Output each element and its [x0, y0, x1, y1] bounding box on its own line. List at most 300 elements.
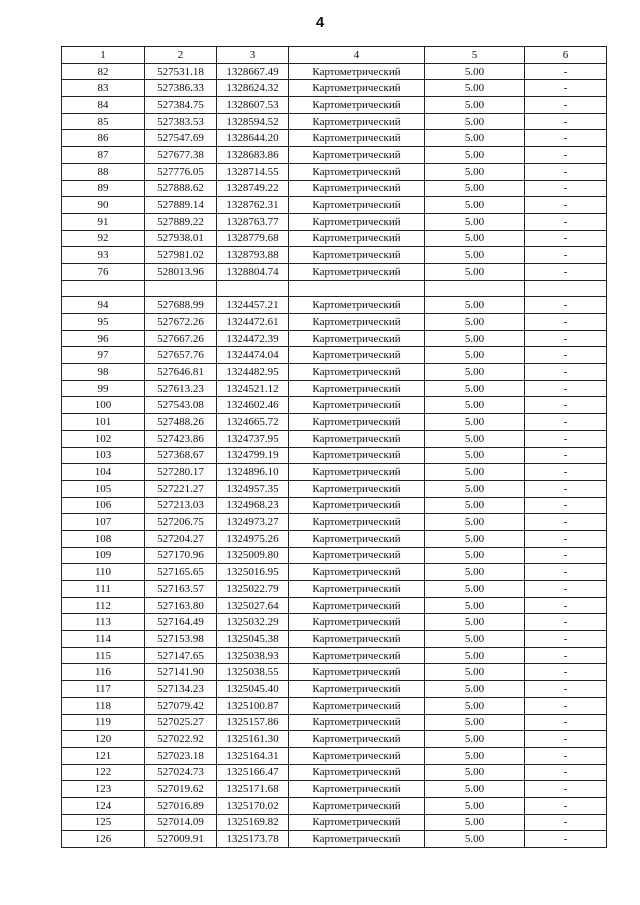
table-header	[62, 47, 607, 64]
table-cell: 1328779.68	[217, 230, 289, 247]
table-cell: -	[525, 731, 607, 748]
table-cell: 527677.38	[145, 147, 217, 164]
table-cell: 1325170.02	[217, 797, 289, 814]
table-row	[62, 530, 607, 547]
table-cell: Картометрический	[289, 147, 425, 164]
column-header: 5	[425, 47, 525, 64]
table-cell: 5.00	[425, 781, 525, 798]
table-cell: 5.00	[425, 497, 525, 514]
table-row	[62, 63, 607, 80]
table-cell: 5.00	[425, 247, 525, 264]
table-cell: -	[525, 130, 607, 147]
table-cell: 95	[62, 314, 145, 331]
table-cell: 5.00	[425, 597, 525, 614]
table-cell: 84	[62, 97, 145, 114]
table-cell: Картометрический	[289, 180, 425, 197]
table-cell: Картометрический	[289, 530, 425, 547]
table-cell: 527889.14	[145, 197, 217, 214]
table-cell: 88	[62, 163, 145, 180]
table-cell: 1328763.77	[217, 213, 289, 230]
table-row	[62, 263, 607, 280]
table-cell: Картометрический	[289, 814, 425, 831]
table-cell: 5.00	[425, 514, 525, 531]
table-cell: 527153.98	[145, 631, 217, 648]
table-cell: 83	[62, 80, 145, 97]
table-cell: 1325038.55	[217, 664, 289, 681]
table-cell: 126	[62, 831, 145, 848]
table-cell: 527386.33	[145, 80, 217, 97]
table-cell: 527141.90	[145, 664, 217, 681]
table-cell: 527280.17	[145, 464, 217, 481]
table-cell: -	[525, 597, 607, 614]
table-cell: -	[525, 781, 607, 798]
table-cell: 87	[62, 147, 145, 164]
table-cell: Картометрический	[289, 347, 425, 364]
table-cell: 5.00	[425, 631, 525, 648]
table-cell: -	[525, 430, 607, 447]
table-cell: 122	[62, 764, 145, 781]
table-cell: Картометрический	[289, 797, 425, 814]
table-cell: Картометрический	[289, 681, 425, 698]
table-cell: 5.00	[425, 464, 525, 481]
table-cell: Картометрический	[289, 547, 425, 564]
table-cell: 5.00	[425, 681, 525, 698]
table-cell: Картометрический	[289, 80, 425, 97]
table-row	[62, 464, 607, 481]
table-cell: 5.00	[425, 297, 525, 314]
table-row	[62, 180, 607, 197]
table-cell: 5.00	[425, 731, 525, 748]
table-cell: Картометрический	[289, 464, 425, 481]
table-row	[62, 631, 607, 648]
table-cell: 112	[62, 597, 145, 614]
table-cell: Картометрический	[289, 230, 425, 247]
table-cell: -	[525, 297, 607, 314]
table-cell: Картометрический	[289, 397, 425, 414]
column-header: 2	[145, 47, 217, 64]
table-cell: 5.00	[425, 130, 525, 147]
column-header: 6	[525, 47, 607, 64]
table-cell: Картометрический	[289, 597, 425, 614]
table-cell: 1325164.31	[217, 747, 289, 764]
table-cell: 91	[62, 213, 145, 230]
table-cell: 527164.49	[145, 614, 217, 631]
table-cell: 527657.76	[145, 347, 217, 364]
table-cell: -	[525, 63, 607, 80]
table-cell: 1325045.38	[217, 631, 289, 648]
table-cell: 5.00	[425, 697, 525, 714]
table-row	[62, 647, 607, 664]
table-row	[62, 430, 607, 447]
table-cell: 527014.09	[145, 814, 217, 831]
table-cell: Картометрический	[289, 197, 425, 214]
table-cell: Картометрический	[289, 63, 425, 80]
table-cell: 1328749.22	[217, 180, 289, 197]
table-cell: Картометрический	[289, 764, 425, 781]
table-cell: Картометрический	[289, 314, 425, 331]
table-cell: 118	[62, 697, 145, 714]
table-cell: 5.00	[425, 714, 525, 731]
table-row	[62, 230, 607, 247]
table-cell: 106	[62, 497, 145, 514]
table-cell: -	[525, 347, 607, 364]
table-cell: -	[525, 364, 607, 381]
table-cell: Картометрический	[289, 263, 425, 280]
table-cell: -	[525, 514, 607, 531]
table-row	[62, 597, 607, 614]
table-cell: 103	[62, 447, 145, 464]
table-cell: 5.00	[425, 530, 525, 547]
table-cell	[525, 280, 607, 297]
table-row	[62, 364, 607, 381]
table-cell: 1328644.20	[217, 130, 289, 147]
table-cell: 527613.23	[145, 380, 217, 397]
table-cell: 5.00	[425, 664, 525, 681]
table-cell: 1324457.21	[217, 297, 289, 314]
table-cell: Картометрический	[289, 731, 425, 748]
table-cell: -	[525, 197, 607, 214]
table-cell: 1324975.26	[217, 530, 289, 547]
table-cell: 1328683.86	[217, 147, 289, 164]
table-cell: 527170.96	[145, 547, 217, 564]
table-cell: Картометрический	[289, 831, 425, 848]
table-cell: 5.00	[425, 480, 525, 497]
table-cell: 527009.91	[145, 831, 217, 848]
table-cell: -	[525, 480, 607, 497]
table-cell: 527423.86	[145, 430, 217, 447]
coordinates-table	[61, 46, 607, 848]
table-cell: 527981.02	[145, 247, 217, 264]
table-cell: -	[525, 831, 607, 848]
table-cell: 82	[62, 63, 145, 80]
table-cell: 5.00	[425, 814, 525, 831]
table-row	[62, 581, 607, 598]
column-header: 1	[62, 47, 145, 64]
table-row	[62, 147, 607, 164]
table-cell: -	[525, 681, 607, 698]
table-cell: 1325032.29	[217, 614, 289, 631]
table-row	[62, 681, 607, 698]
table-cell: -	[525, 814, 607, 831]
table-row	[62, 814, 607, 831]
table-cell: 1325027.64	[217, 597, 289, 614]
table-cell: -	[525, 230, 607, 247]
table-row	[62, 497, 607, 514]
table-cell: 527221.27	[145, 480, 217, 497]
table-row	[62, 747, 607, 764]
table-cell: 5.00	[425, 197, 525, 214]
table-cell: 1324602.46	[217, 397, 289, 414]
table-cell: Картометрический	[289, 447, 425, 464]
table-cell: 1324474.04	[217, 347, 289, 364]
table-row	[62, 664, 607, 681]
table-row	[62, 514, 607, 531]
table-cell: 99	[62, 380, 145, 397]
table-cell: 5.00	[425, 430, 525, 447]
table-cell	[145, 280, 217, 297]
table-cell: Картометрический	[289, 297, 425, 314]
table-cell: -	[525, 564, 607, 581]
table-cell: -	[525, 547, 607, 564]
table-cell: 113	[62, 614, 145, 631]
table-cell: 1324472.39	[217, 330, 289, 347]
table-row	[62, 547, 607, 564]
table-cell: 117	[62, 681, 145, 698]
table-cell: 5.00	[425, 230, 525, 247]
table-cell: 527025.27	[145, 714, 217, 731]
table-row	[62, 297, 607, 314]
table-cell: Картометрический	[289, 564, 425, 581]
table-cell: Картометрический	[289, 364, 425, 381]
header-row	[62, 47, 607, 64]
table-row	[62, 614, 607, 631]
table-cell: 527019.62	[145, 781, 217, 798]
table-cell	[62, 280, 145, 297]
table-cell	[217, 280, 289, 297]
table-cell: 1325016.95	[217, 564, 289, 581]
table-cell: 527531.18	[145, 63, 217, 80]
table-cell: 85	[62, 113, 145, 130]
table-cell: 528013.96	[145, 263, 217, 280]
table-cell: 1328714.55	[217, 163, 289, 180]
table-cell: 527206.75	[145, 514, 217, 531]
table-cell: 527134.23	[145, 681, 217, 698]
table-cell: 5.00	[425, 113, 525, 130]
table-cell: -	[525, 714, 607, 731]
table-cell: -	[525, 581, 607, 598]
table-cell: 5.00	[425, 564, 525, 581]
table-cell: 105	[62, 480, 145, 497]
table-cell: Картометрический	[289, 213, 425, 230]
table-cell: 108	[62, 530, 145, 547]
table-cell: 115	[62, 647, 145, 664]
table-cell: 527147.65	[145, 647, 217, 664]
table-row	[62, 314, 607, 331]
table-cell: 114	[62, 631, 145, 648]
table-cell: 119	[62, 714, 145, 731]
table-cell: 5.00	[425, 330, 525, 347]
table-cell: Картометрический	[289, 664, 425, 681]
table-cell: 5.00	[425, 163, 525, 180]
table-cell: -	[525, 213, 607, 230]
table-cell: -	[525, 397, 607, 414]
table-row	[62, 197, 607, 214]
table-cell: Картометрический	[289, 163, 425, 180]
table-cell: -	[525, 163, 607, 180]
table-cell: Картометрический	[289, 697, 425, 714]
table-cell: 5.00	[425, 547, 525, 564]
table-cell: 1325022.79	[217, 581, 289, 598]
table-cell: Картометрический	[289, 97, 425, 114]
table-cell: Картометрический	[289, 130, 425, 147]
table-cell: 1325009.80	[217, 547, 289, 564]
table-cell: -	[525, 113, 607, 130]
table-cell: Картометрический	[289, 113, 425, 130]
table-cell: 1325100.87	[217, 697, 289, 714]
table-cell: 104	[62, 464, 145, 481]
table-cell: Картометрический	[289, 781, 425, 798]
table-cell: 5.00	[425, 263, 525, 280]
table-cell: 1328804.74	[217, 263, 289, 280]
table-cell: 5.00	[425, 364, 525, 381]
table-cell: -	[525, 647, 607, 664]
table-cell: 527368.67	[145, 447, 217, 464]
table-cell: 527079.42	[145, 697, 217, 714]
table-cell: 90	[62, 197, 145, 214]
table-cell: -	[525, 180, 607, 197]
table-cell: 1328607.53	[217, 97, 289, 114]
table-cell: Картометрический	[289, 247, 425, 264]
table-cell: 5.00	[425, 647, 525, 664]
table-row	[62, 380, 607, 397]
table-cell: 1324521.12	[217, 380, 289, 397]
table-row	[62, 80, 607, 97]
table-cell: 1324973.27	[217, 514, 289, 531]
table-cell: 1324896.10	[217, 464, 289, 481]
table-cell: -	[525, 631, 607, 648]
table-cell: 527163.80	[145, 597, 217, 614]
table-cell: 5.00	[425, 581, 525, 598]
table-row	[62, 564, 607, 581]
table-row	[62, 781, 607, 798]
table-cell: 527672.26	[145, 314, 217, 331]
table-row	[62, 163, 607, 180]
table-row	[62, 213, 607, 230]
table-cell: 107	[62, 514, 145, 531]
table-row	[62, 480, 607, 497]
table-row	[62, 330, 607, 347]
table-cell: 121	[62, 747, 145, 764]
table-cell: 116	[62, 664, 145, 681]
table-cell: 527024.73	[145, 764, 217, 781]
table-cell: 527889.22	[145, 213, 217, 230]
table-cell: 527163.57	[145, 581, 217, 598]
table-cell: 86	[62, 130, 145, 147]
table-cell: 1328793.88	[217, 247, 289, 264]
table-row	[62, 113, 607, 130]
table-cell: 527667.26	[145, 330, 217, 347]
table-cell: 527022.92	[145, 731, 217, 748]
table-cell: Картометрический	[289, 747, 425, 764]
table-cell: 110	[62, 564, 145, 581]
table-row	[62, 347, 607, 364]
table-cell: Картометрический	[289, 430, 425, 447]
table-row	[62, 247, 607, 264]
table-row	[62, 97, 607, 114]
table-cell: 527888.62	[145, 180, 217, 197]
table-cell: 5.00	[425, 797, 525, 814]
table-row	[62, 414, 607, 431]
table-cell	[425, 280, 525, 297]
table-cell: -	[525, 330, 607, 347]
table-cell: Картометрический	[289, 497, 425, 514]
table-cell: 125	[62, 814, 145, 831]
table-cell: -	[525, 747, 607, 764]
table-cell: -	[525, 464, 607, 481]
table-cell: 5.00	[425, 97, 525, 114]
table-cell: 93	[62, 247, 145, 264]
table-cell: 92	[62, 230, 145, 247]
table-cell: 5.00	[425, 414, 525, 431]
table-cell: -	[525, 97, 607, 114]
table-cell: 1325161.30	[217, 731, 289, 748]
table-cell: Картометрический	[289, 414, 425, 431]
table-cell: -	[525, 764, 607, 781]
table-cell: 527688.99	[145, 297, 217, 314]
table-cell: 1325166.47	[217, 764, 289, 781]
table-cell: 527488.26	[145, 414, 217, 431]
table-cell: -	[525, 414, 607, 431]
table-row	[62, 731, 607, 748]
table-cell: -	[525, 797, 607, 814]
table-cell: 5.00	[425, 347, 525, 364]
table-cell: 5.00	[425, 147, 525, 164]
table-cell: 527204.27	[145, 530, 217, 547]
table-cell: -	[525, 497, 607, 514]
table-cell: 1328594.52	[217, 113, 289, 130]
table-cell: 1328762.31	[217, 197, 289, 214]
table-cell: 98	[62, 364, 145, 381]
table-row	[62, 797, 607, 814]
table-row	[62, 397, 607, 414]
table-cell: 1325169.82	[217, 814, 289, 831]
table-cell: 527776.05	[145, 163, 217, 180]
table-cell: 109	[62, 547, 145, 564]
table-cell: 527938.01	[145, 230, 217, 247]
table-cell: 5.00	[425, 180, 525, 197]
table-cell: -	[525, 380, 607, 397]
table-cell: 1325157.86	[217, 714, 289, 731]
table-cell: 111	[62, 581, 145, 598]
table-row	[62, 714, 607, 731]
table-cell: -	[525, 697, 607, 714]
table-cell: 527543.08	[145, 397, 217, 414]
table-cell: -	[525, 530, 607, 547]
table-cell: Картометрический	[289, 380, 425, 397]
table-cell: 5.00	[425, 614, 525, 631]
table-cell: 1324482.95	[217, 364, 289, 381]
table-cell: 123	[62, 781, 145, 798]
table-cell: 527384.75	[145, 97, 217, 114]
table-cell: 102	[62, 430, 145, 447]
table-cell: 1324957.35	[217, 480, 289, 497]
table-cell: 76	[62, 263, 145, 280]
table-cell: 5.00	[425, 314, 525, 331]
table-cell: 5.00	[425, 397, 525, 414]
table-cell: Картометрический	[289, 631, 425, 648]
table-cell: 5.00	[425, 213, 525, 230]
table-cell: 5.00	[425, 764, 525, 781]
column-header: 4	[289, 47, 425, 64]
table-cell: 5.00	[425, 63, 525, 80]
table-cell: 5.00	[425, 831, 525, 848]
table-cell: 89	[62, 180, 145, 197]
table-cell: -	[525, 664, 607, 681]
table-cell: 527016.89	[145, 797, 217, 814]
table-cell: 527165.65	[145, 564, 217, 581]
table-row	[62, 447, 607, 464]
table-cell: Картометрический	[289, 480, 425, 497]
table-cell: 527646.81	[145, 364, 217, 381]
table-cell: -	[525, 147, 607, 164]
table-row	[62, 280, 607, 297]
table-cell: Картометрический	[289, 581, 425, 598]
table-cell: 1328667.49	[217, 63, 289, 80]
table-cell: -	[525, 80, 607, 97]
table-cell: Картометрический	[289, 330, 425, 347]
table-cell: -	[525, 263, 607, 280]
column-header: 3	[217, 47, 289, 64]
